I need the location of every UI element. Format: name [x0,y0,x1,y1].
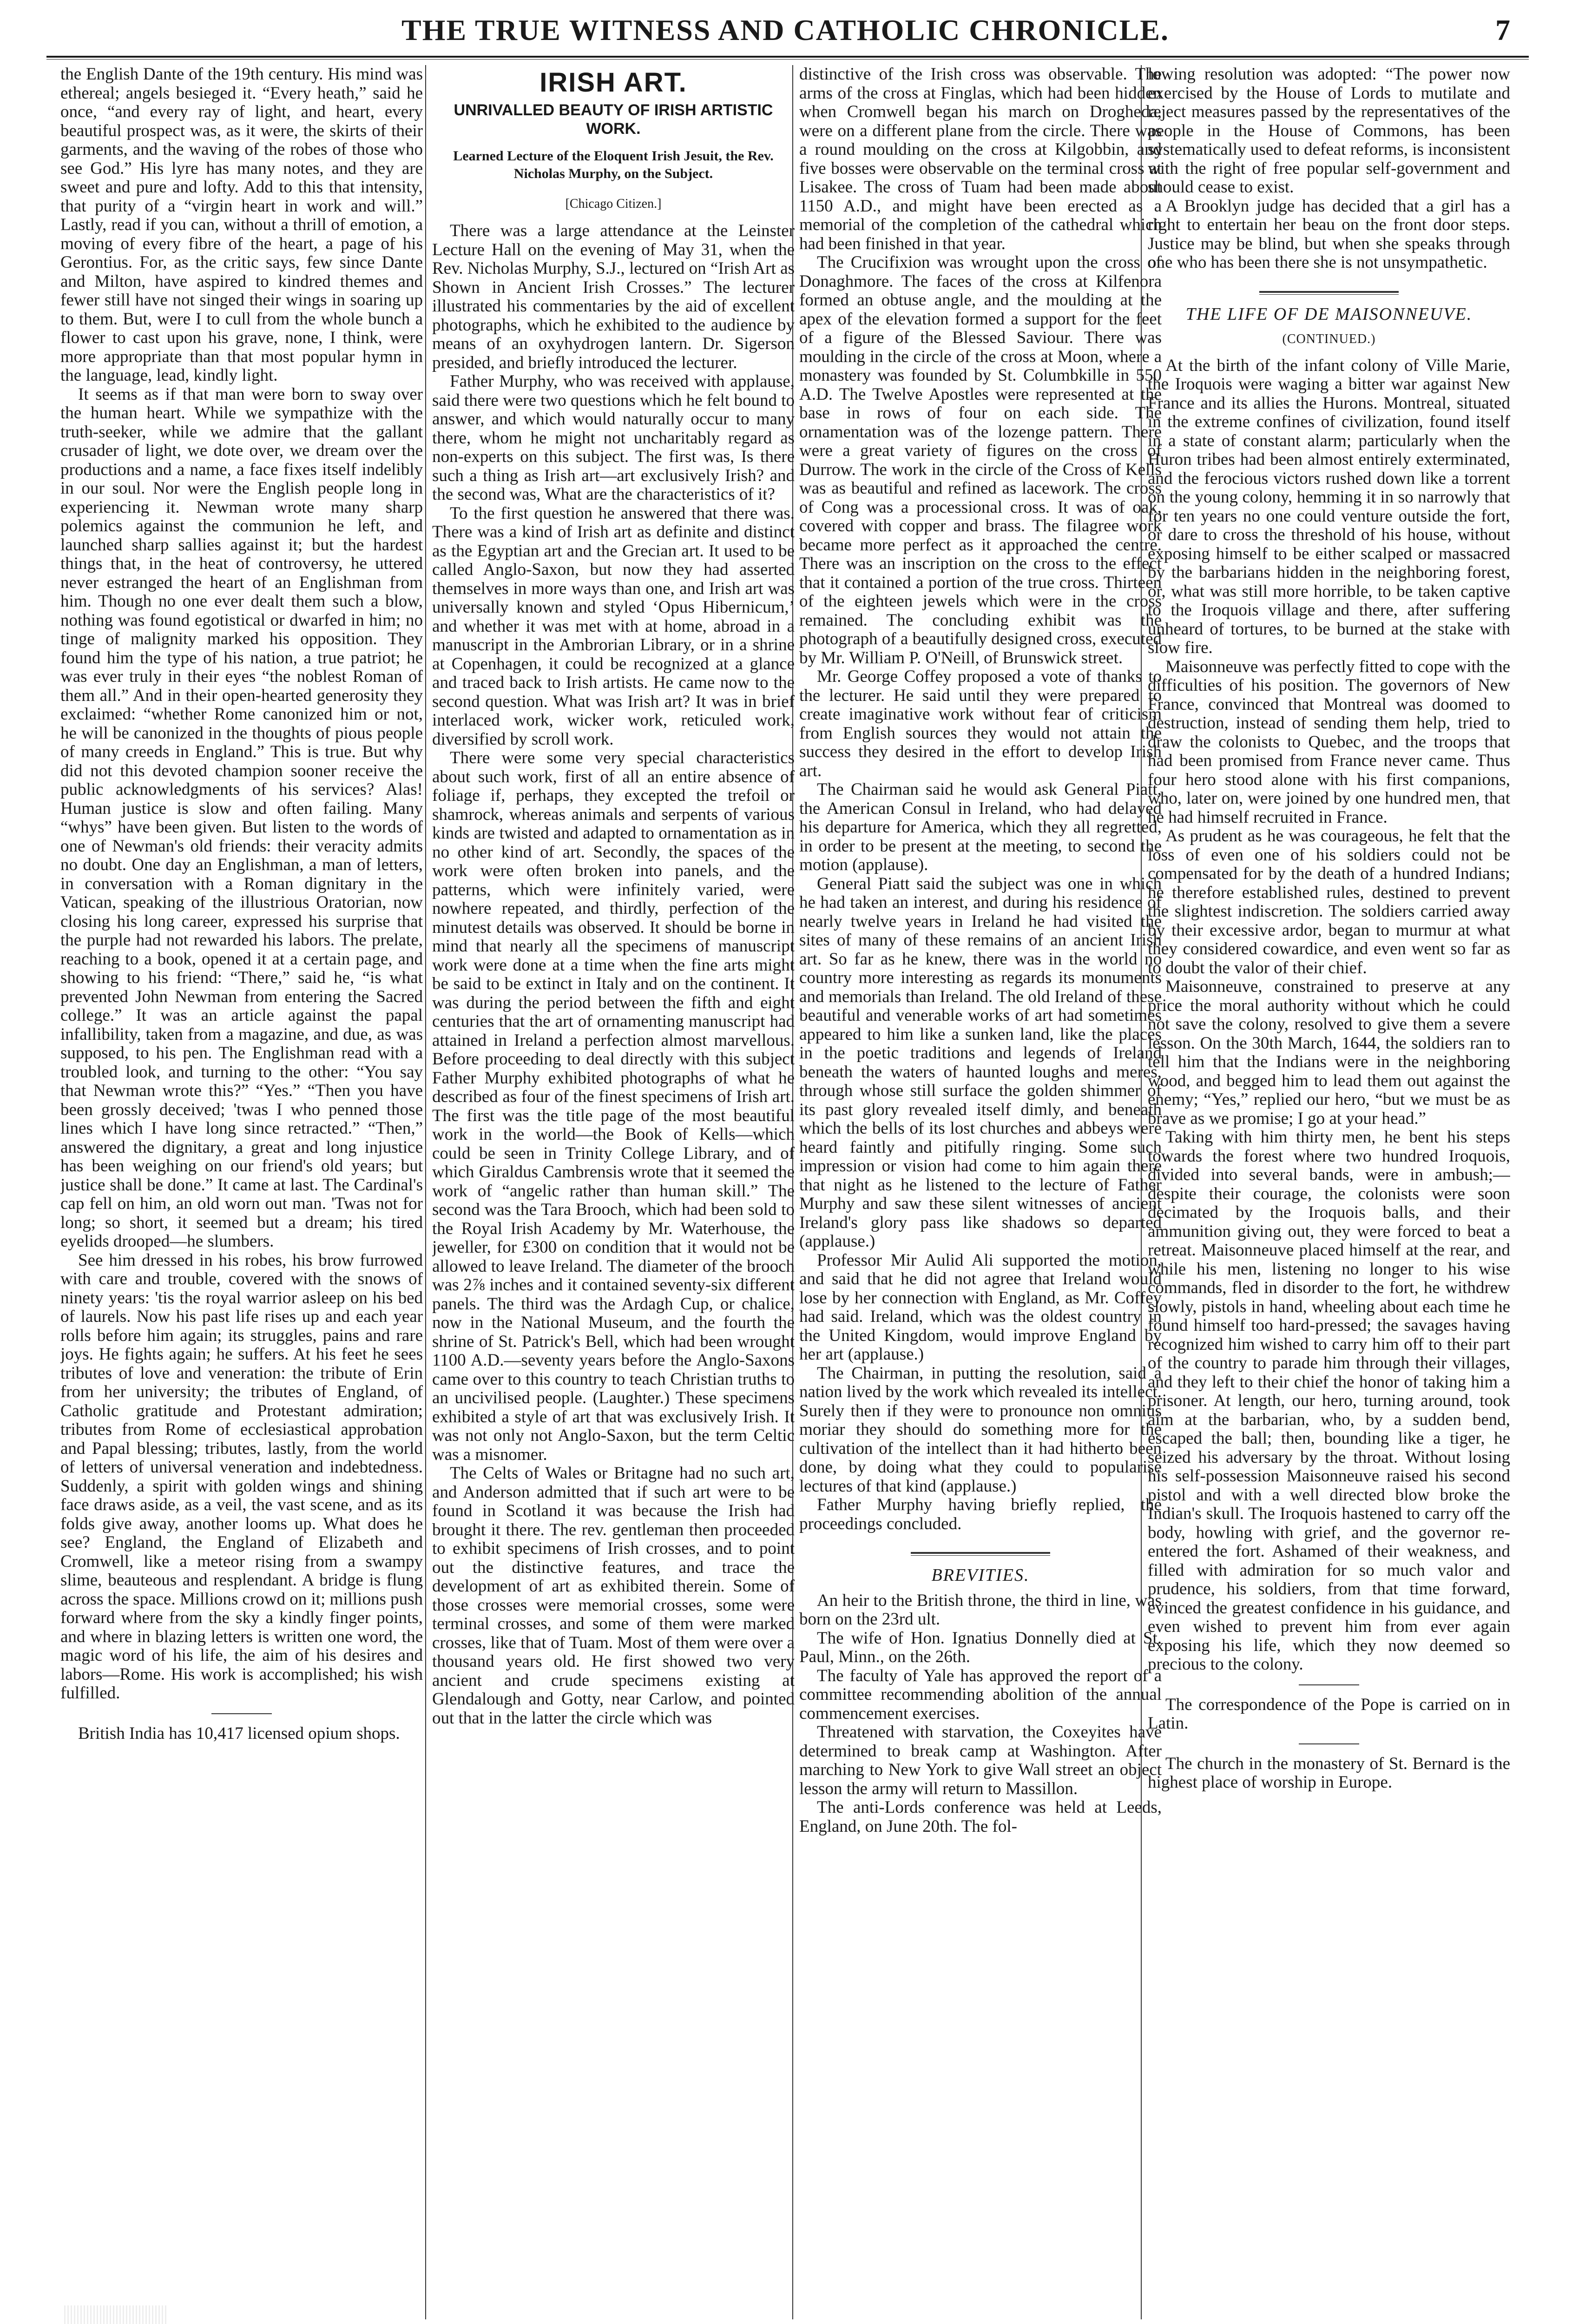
paragraph: lowing resolution was adopted: “The power now exercised by the House of Lords to mutilate and reject measures passed by the representatives of the people in the House of Commons, has been systematically used to defeat reforms, is inconsistent with the right of free popular self-government and should cease to exist. [1148,65,1510,197]
paragraph: Mr. George Coffey proposed a vote of thanks to the lecturer. He said until they were prepared to create imaginative work without fear of criticism from English sources they would not attain the success they desired in the effort to develop Irish art. [799,667,1162,780]
paragraph: At the birth of the infant colony of Ville Marie, the Iroquois were waging a bitter war against New France and its allies the Hurons. Montreal, situated in the extreme confines of civilization, found itself in a state of constant alarm; particularly when the Huron tribes had been almost entirely exterminated, and the ferocious victors rushed down like a torrent on the young colony, hemming it in so narrowly that for ten years no one could venture outside the fort, or dare to cross the threshold of his house, without exposing himself to be either scalped or massacred by the barbarians hidden in the neighboring forest, or, what was still more horrible, to be taken captive to the Iroquois village and there, after suffering unheard of tortures, to be burned at the stake with slow fire. [1148,356,1510,657]
paragraph: Taking with him thirty men, he bent his steps towards the forest where two hundred Iroquois, divided into several bands, were in ambush;—despite their courage, the colonists were soon decimated by the Iroquois balls, and their ammunition giving out, they were forced to beat a retreat. Maisonneuve placed himself at the rear, and while his men, listening no longer to his wise commands, fled in disorder to the fort, he withdrew slowly, pistols in hand, wheeling about each time he found himself too hard-pressed; the savages having recognized him wished to carry him off to their part of the country to parade him through their villages, and they left to their chief the honor of taking him a prisoner. At length, our hero, turning around, took aim at the barbarian, who, by a sudden bend, escaped the ball; then, bounding like a tiger, he seized his adversary by the throat. Without losing his self-possession Maisonneuve raised his second pistol and with a well directed blow broke the Indian's skull. The Iroquois hastened to carry off the body, howling with grief, and the governor re-entered the fort. Ashamed of their weakness, and filled with admiration for so much valor and prudence, his soldiers, from that time forward, evinced the greatest confidence in his guidance, and even wished to prevent him from ever again exposing his life, which they now deemed so precious to the colony. [1148,1128,1510,1674]
separator-rule [1299,1743,1359,1744]
paragraph: The Chairman said he would ask General Piatt, the American Consul in Ireland, who had delayed his departure for America, which they all regretted, in order to be present at the meeting, to second the motion (applause). [799,780,1162,874]
header-rule [46,56,1529,59]
brevity-item: The faculty of Yale has approved the report of a committee recommending abolition of the annual commencement exercises. [799,1666,1162,1723]
column-divider [425,65,426,2319]
separator-rule [1299,1684,1359,1685]
paragraph: distinctive of the Irish cross was observable. The arms of the cross at Finglas, which had been hidden when Cromwell began his march on Drogheda, were on a different plane from the circle. There was a round moulding on the cross at Kilgobbin, and five bosses were observable on the terminal cross at Lisakee. The cross of Tuam had been made about 1150 A.D., and might have been erected as a memorial of the completion of the cathedral which had been finished in that year. [799,65,1162,253]
brevity-item: The correspondence of the Pope is carried on in Latin. [1148,1695,1510,1733]
opium-shops-note: British India has 10,417 licensed opium shops. [78,1723,400,1743]
newspaper-title: THE TRUE WITNESS AND CATHOLIC CHRONICLE. [401,13,1169,46]
paragraph: As prudent as he was courageous, he felt that the loss of even one of his soldiers could not be compensated for by the death of a hundred Indians; he therefore established rules, destined to prevent the slightest indiscretion. The soldiers carried away by their excessive ardor, began to murmur at what they considered cowardice, and even went so far as to doubt the valor of their chief. [1148,826,1510,977]
paragraph: The Celts of Wales or Britagne had no such art, and Anderson admitted that if such art were to be found in Scotland it was because the Irish had brought it there. The rev. gentleman then proceeded to exhibit specimens of Irish crosses, and to point out the distinctive features, and trace the development of art as exhibited therein. Some of those crosses were memorial crosses, some were terminal crosses, and some of them were marked crosses, like that of Tuam. Most of them were over a thousand years old. He first showed two very ancient and crude specimens existing at Glendalough and Gotty, near Carlow, and pointed out that in the latter the circle which was [432,1464,795,1728]
column-maisonneuve [1148,65,1510,2324]
source-credit: [Chicago Citizen.] [565,196,662,211]
separator-rule [211,1713,272,1714]
column-irish-art [432,65,795,2324]
paragraph: Father Murphy, who was received with applause, said there were two questions which he felt bound to answer, and which would naturally occur to many there, whom he might not uncharitably regard as non-experts on this subject. The first was, Is there such a thing as Irish art—art exclusively Irish? and the second was, What are the characteristics of it? [432,372,795,504]
paragraph: Maisonneuve, constrained to preserve at any price the moral authority without which he could not save the colony, resolved to give them a severe lesson. On the 30th March, 1644, the soldiers ran to tell him that the Indians were in the neighboring wood, and begged him to lead them out against the enemy; “Yes,” replied our hero, “but we must be as brave as we promise; I go at your head.” [1148,977,1510,1128]
paragraph: The Chairman, in putting the resolution, said a nation lived by the work which revealed its intellect. Surely then if they were to pronounce non omnius moriar they should do something more for the cultivation of the intellect than it had hitherto been done, by doing what they could to popularise lectures of that kind (applause.) [799,1363,1162,1496]
paragraph: A Brooklyn judge has decided that a girl has a right to entertain her beau on the front door steps. Justice may be blind, but when she speaks through one who has been there she is not unsympathetic. [1148,196,1510,272]
paragraph: Professor Mir Aulid Ali supported the motion, and said that he did not agree that Ireland would lose by her connection with England, as Mr. Coffey had said. Ireland, which was the oldest country in the United Kingdom, would improve England by her art (applause.) [799,1250,1162,1364]
maisonneuve-title: THE LIFE OF DE MAISONNEUVE. [1185,304,1473,324]
article-headline: IRISH ART. [539,67,687,98]
paragraph: It seems as if that man were born to sway over the human heart. While we sympathize with the truth-seeker, while we admire that the gallant crusader of light, we dote over, we dream over the productions and a name, a face fixes itself indelibly in our soul. Nor were the English people long in experiencing it. Newman wrote many sharp polemics against the communion he left, and launched sharp sallies against it; but the hardest things that, in the heat of controversy, he uttered never estranged the heart of an Englishman from him. Though no one ever dealt them such a blow, nothing was found egotistical or dwarfed in him; no tinge of malignity marked his opposition. They found him the type of his nation, a true patriot; he was ever truly in their eyes “the noblest Roman of them all.” And in their open-hearted generosity they exclaimed: “whether Rome canonized him or not, he will be canonized in the thoughts of pious people of many creeds in England.” This is true. But why did not this devoted champion sooner receive the public acknowledgments of his services? Alas! Human justice is slow and often failing. Many “whys” have been given. But listen to the words of one of Newman's old friends: their veracity admits no doubt. One day an Englishman, a man of letters, in conversation with a Roman dignitary in the Vatican, speaking of the illustrious Oratorian, now closing his long career, expressed his surprise that the purple had not rewarded his labors. The prelate, reaching to a book, opened it at a certain page, and showing to his friend: “There,” said he, “is what prevented John Newman from entering the Sacred college.” It was an article against the papal infallibility, taken from a magazine, and due, as was supposed, to his pen. The Englishman read with a troubled look, and turning to the other: “You say that Newman wrote this?” “Yes.” “Then you have been grossly deceived; 'twas I who penned those lines which I have long since retracted.” “Then,” answered the dignitary, a great and long injustice has been weighing on our friend's old years; but justice shall be done.” It came at last. The Cardinal's cap fell on him, an old worn out man. 'Twas not for long; so short, it seemed but a dream; his tired eyelids drooped—he slumbers. [60,384,423,1251]
paragraph: There was a large attendance at the Leinster Lecture Hall on the evening of May 31, when the Rev. Nicholas Murphy, S.J., lectured on “Irish Art as Shown in Ancient Irish Crosses.” The lecturer illustrated his commentaries by the aid of excellent photographs, which he exhibited to the audience by means of an oxyhydrogen lantern. Dr. Sigerson presided, and briefly introduced the lecturer. [432,221,795,372]
brevity-item: The anti-Lords conference was held at Leeds, England, on June 20th. The fol- [799,1798,1162,1836]
brevity-item: The church in the monastery of St. Bernard is the highest place of worship in Europe. [1148,1754,1510,1792]
paragraph: To the first question he answered that there was. There was a kind of Irish art as definite and distinct as the Egyptian art and the Grecian art. It used to be called Anglo-Saxon, but now they had asserted themselves in more ways than one, and Irish art was universally known and styled ‘Opus Hibernicum,’ and whether it was met with at home, abroad in a manuscript in the Ambrorian Library, or in a shrine at Copenhagen, it could be recognized at a glance and traced back to Irish artists. He came now to the second question. What was Irish art? It was in brief interlaced work, wicker work, reticuled work, diversified by scroll work. [432,503,795,749]
brevity-item: The wife of Hon. Ignatius Donnelly died at St. Paul, Minn., on the 26th. [799,1628,1162,1666]
page-number: 7 [1495,13,1510,46]
paragraph: the English Dante of the 19th century. His mind was ethereal; angels besieged it. “Every heath,” said he once, “and every ray of light, and heart, every beautiful prospect was, as it were, the skirts of their garments, and the waving of the robes of those who see God.” His lyre has many notes, and they are sweet and pure and lofty. Add to this that intensity, that purity of a “virgin heart in work and will.” Lastly, read if you can, without a thrill of emotion, a moving of every fibre of the heart, a page of his Gerontius. For, as the critic says, few since Dante and Milton, have aspired to kindred themes and fewer still have not singed their wings in soaring up to them. But, were I to cull from the whole bunch a flower to cast upon his grave, none, I think, were more appropriate than that most popular hymn in the language, lead, kindly light. [60,65,423,385]
paragraph: Maisonneuve was perfectly fitted to cope with the difficulties of his position. The governors of New France, convinced that Montreal was doomed to destruction, instead of sending them help, tried to draw the colonists to Quebec, and the troops that had been promised from France never came. Thus four hero stood alone with his first companions, who, later on, were joined by one hundred men, that he had himself recruited in France. [1148,657,1510,827]
print-smudge [64,2305,166,2324]
article-subhead: UNRIVALLED BEAUTY OF IRISH ARTISTIC WORK. [454,101,773,138]
brevities-title: BREVITIES. [931,1565,1030,1585]
column-newman-essay [60,65,423,2324]
separator-rule [911,1552,1050,1556]
continued-label: (CONTINUED.) [1282,332,1376,346]
brevity-item: Threatened with starvation, the Coxeyites have determined to break camp at Washington. After marching to New York to give Wall street an object lesson the army will return to Massillon. [799,1723,1162,1798]
column-irish-art-continued [799,65,1162,2324]
paragraph: Father Murphy having briefly replied, the proceedings concluded. [799,1495,1162,1533]
paragraph: There were some very special characteristics about such work, first of all an entire absence of foliage if, perhaps, they excepted the trefoil or shamrock, whereas animals and serpents of various kinds are twisted and adapted to ornamentation as in no other kind of art. Secondly, the spaces of the work were often broken into panels, and the patterns, which were infinitely varied, were nowhere repeated, and thirdly, perfection of the minutest details was observed. It should be borne in mind that nearly all the specimens of manuscript work were done at a time when the fine arts might be said to be extinct in Italy and on the continent. It was during the period between the fifth and eight centuries that the art of ornamenting manuscript had attained in Ireland a perfection almost marvellous. Before proceeding to deal directly with this subject Father Murphy exhibited photographs of what he described as four of the finest specimens of Irish art. The first was the title page of the most beautiful work in the world—the Book of Kells—which could be seen in Trinity College Library, and of which Giraldus Cambrensis wrote that it seemed the work of “angelic rather than human skill.” The second was the Tara Brooch, which had been sold to the Royal Irish Academy by Mr. Waterhouse, the jeweller, for £300 on condition that it would not be allowed to leave Ireland. The diameter of the brooch was 2⅞ inches and it contained seventy-six different panels. The third was the Ardagh Cup, or chalice, now in the National Museum, and the fourth the shrine of St. Patrick's Bell, which had been wrought 1100 A.D.—seventy years before the Anglo-Saxons came over to this country to teach Christian truths to an uncivilised people. (Laughter.) These specimens exhibited a style of art that was exclusively Irish. It was not only not Anglo-Saxon, but the term Celtic was a misnomer. [432,748,795,1464]
paragraph: The Crucifixion was wrought upon the cross of Donaghmore. The faces of the cross at Kilfenora formed an obtuse angle, and the moulding at the apex of the elevation formed a support for the feet of a figure of the Blessed Saviour. There was moulding in the circle of the cross at Moon, where a monastery was founded by St. Columbkille in 550 A.D. The Twelve Apostles were represented at the base in rows of four on each side. The ornamentation was of the lozenge pattern. There were a great variety of figures on the cross of Durrow. The work in the circle of the Cross of Kells was as beautiful and refined as lacework. The cross of Cong was a processional cross. It was of oak, covered with copper and brass. The filagree work became more perfect as it approached the centre. There was an inscription on the cross to the effect that it contained a portion of the true cross. Thirteen of the eighteen jewels which were in the cross remained. The concluding exhibit was the photograph of a beautifully designed cross, executed by Mr. William P. O'Neill, of Brunswick street. [799,253,1162,667]
paragraph: See him dressed in his robes, his brow furrowed with care and trouble, covered with the snows of ninety years: 'tis the royal warrior asleep on his bed of laurels. Now his past life rises up and each year rolls before him again; its struggles, pains and rare joys. He fights again; he suffers. At his feet he sees tributes of love and veneration: the tribute of Erin from her university; the tributes of England, of Catholic gratitude and Protestant admiration; tributes from Rome of ecclesiastical approbation and Papal blessing; tributes, lastly, from the world of letters of universal veneration and indebtedness. Suddenly, a spirit with golden wings and shining face draws aside, as a veil, the vast scene, and as its folds give away, another looms up. What does he see? England, the England of Elizabeth and Cromwell, like a meteor rising from a swampy slime, beauteous and resplendant. A bridge is flung across the space. Millions crowd on it; millions push forward where from the sky a kindly finger points, and where in blazing letters is written one word, the magic word of his life, the aim of his desires and labors—Rome. His work is accomplished; his wish fulfilled. [60,1250,423,1703]
article-byline: Learned Lecture of the Eloquent Irish Jesuit, the Rev. Nicholas Murphy, on the Subject. [453,148,774,181]
separator-rule [1259,291,1399,295]
paragraph: General Piatt said the subject was one in which he had taken an interest, and during his residence of nearly twelve years in Ireland he had visited the sites of many of these remains of an ancient Irish art. So far as he knew, there was in the world no country more interesting as regards its monuments and memorials than Ireland. The old Ireland of these beautiful and venerable works of art had sometimes appeared to him like a sunken land, like the places in the poetic traditions and legends of Ireland beneath the waters of haunted loughs and meres, through whose still surface the golden shimmer of its past glory revealed itself dimly, and beneath which the bells of its lost churches and abbeys were heard faintly and pitifully ringing. Some such impression or vision had come to him again there that night as he listened to the lecture of Father Murphy and saw these silent witnesses of ancient Ireland's glory pass like shadows so departed (applause.) [799,874,1162,1251]
brevity-item: An heir to the British throne, the third in line, was born on the 23rd ult. [799,1591,1162,1629]
